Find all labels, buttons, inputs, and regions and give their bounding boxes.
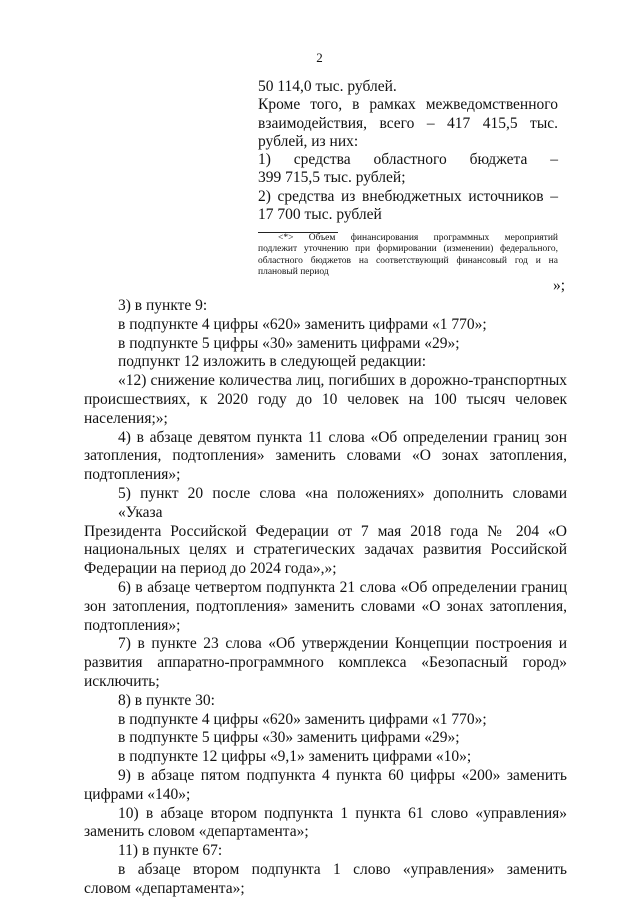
text-line: 7) в пункте 23 слова «Об утверждении Концепции построения и bbox=[118, 635, 567, 653]
text-line: исключить; bbox=[84, 672, 160, 690]
text-line: Президента Российской Федерации от 7 мая 2018 года № 204 «О bbox=[84, 522, 567, 540]
text-line: в подпункте 12 цифры «9,1» заменить цифрами «10»; bbox=[118, 748, 472, 766]
text-line: затопления, подтопления» заменить словами «О зонах затопления, bbox=[84, 447, 567, 465]
text-line: 5) пункт 20 после слова «на положениях» дополнить словами «Указа bbox=[118, 484, 567, 521]
text-line: развития аппаратно-программного комплекса «Безопасный город» bbox=[84, 654, 567, 672]
text-line: 50 114,0 тыс. рублей. bbox=[258, 78, 397, 95]
text-line: происшествиях, к 2020 году до 10 человек на 100 тысяч человек bbox=[84, 390, 567, 408]
text-line: зон затопления, подтопления» заменить словами «О зонах затопления, bbox=[84, 597, 567, 615]
text-line: в подпункте 5 цифры «30» заменить цифрами «29»; bbox=[118, 729, 460, 747]
text-line: 1) средства областного бюджета – bbox=[258, 151, 558, 169]
text-line: 4) в абзаце девятом пункта 11 слова «Об определении границ зон bbox=[118, 428, 567, 446]
page-number: 2 bbox=[316, 50, 323, 65]
footnote-line: областного бюджетов на соответствующий финансовый год и на bbox=[258, 255, 558, 266]
text-line: 9) в абзаце пятом подпункта 4 пункта 60 цифры «200» заменить bbox=[118, 766, 567, 784]
text-line: 10) в абзаце втором подпункта 1 пункта 61 слово «управления» bbox=[118, 804, 567, 822]
text-line: цифрами «140»; bbox=[84, 785, 191, 803]
text-line: подтопления»; bbox=[84, 616, 181, 634]
text-line: 2) средства из внебюджетных источников – bbox=[258, 187, 558, 205]
text-line: «12) снижение количества лиц, погибших в дорожно-транспортных bbox=[118, 372, 567, 390]
text-line: словом «департамента»; bbox=[84, 879, 245, 897]
text-line: подтопления»; bbox=[84, 466, 181, 484]
footnote-line: плановый период bbox=[258, 267, 329, 278]
text-line: 6) в абзаце четвертом подпункта 21 слова «Об определении границ bbox=[118, 578, 567, 596]
footnote bbox=[258, 233, 558, 279]
text-line: в подпункте 4 цифры «620» заменить цифрами «1 770»; bbox=[118, 315, 487, 333]
text-line: рублей, из них: bbox=[258, 132, 359, 150]
text-line: в подпункте 4 цифры «620» заменить цифрами «1 770»; bbox=[118, 710, 487, 728]
text-line: подпункт 12 изложить в следующей редакции: bbox=[118, 353, 427, 371]
footnote-line: подлежит уточнению при формировании (изменении) федерального, bbox=[258, 244, 558, 255]
text-line: 8) в пункте 30: bbox=[118, 691, 215, 709]
text-line: заменить словом «департамента»; bbox=[84, 823, 309, 841]
footnote-line: <*> Объем финансирования программных мероприятий bbox=[278, 233, 558, 243]
text-line: 17 700 тыс. рублей bbox=[258, 206, 382, 224]
closing-quote: »; bbox=[552, 277, 565, 294]
text-line: в абзаце втором подпункта 1 слово «управления» заменить bbox=[118, 860, 567, 878]
text-line: Кроме того, в рамках межведомственного bbox=[258, 96, 558, 114]
text-line: в подпункте 5 цифры «30» заменить цифрами «29»; bbox=[118, 334, 460, 352]
text-line: Федерации на период до 2024 года»,»; bbox=[84, 560, 337, 578]
financing-block bbox=[258, 78, 558, 224]
text-line: населения;»; bbox=[84, 409, 168, 427]
text-line: взаимодействия, всего – 417 415,5 тыс. bbox=[258, 114, 558, 132]
text-line: 3) в пункте 9: bbox=[118, 297, 208, 314]
text-line: 399 715,5 тыс. рублей; bbox=[258, 169, 406, 187]
amendments-text bbox=[84, 297, 567, 899]
text-line: национальных целях и стратегических задачах развития Российской bbox=[84, 541, 567, 559]
text-line: 11) в пункте 67: bbox=[118, 842, 223, 860]
